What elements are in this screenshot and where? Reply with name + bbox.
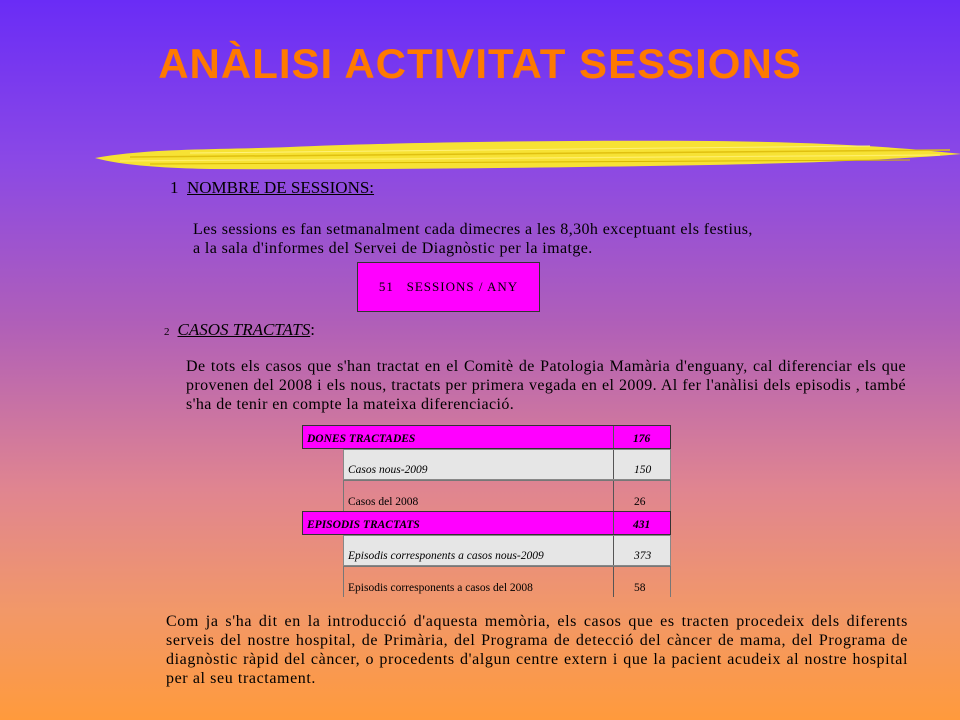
table-cell-label: Casos del 2008: [348, 496, 419, 508]
table-row: [302, 511, 671, 535]
heading-colon: :: [310, 320, 315, 339]
column-divider: [613, 567, 614, 597]
column-divider: [613, 512, 614, 534]
table-cell-label: Episodis corresponents a casos nous-2009: [348, 550, 544, 562]
table-cell-label: Episodis corresponents a casos del 2008: [348, 582, 533, 594]
section-number: 1: [170, 178, 179, 197]
table-row: [343, 480, 671, 511]
section-heading-sessions: [170, 178, 374, 198]
cases-description: De tots els casos que s'han tractat en el Comitè de Patologia Mamària d'enguany, cal diferenciar els que provenen del 2008 i els nous, tractats per primera vegada en el 2009. Al fer l'anàlisi dels episodis , també s'ha de tenir en compte la mateixa diferenciació.: [186, 358, 906, 413]
table-row: [343, 566, 671, 597]
table-cell-value: 431: [633, 519, 651, 531]
table-row: [343, 449, 671, 480]
section-heading-text: CASOS TRACTATS: [177, 320, 311, 339]
sessions-text-line2: a la sala d'informes del Servei de Diagnòstic per la imatge.: [193, 240, 593, 257]
column-divider: [613, 536, 614, 565]
table-cell-label: Casos nous-2009: [348, 464, 428, 476]
table-row: [302, 425, 671, 449]
section-number: 2: [164, 326, 170, 338]
table-cell-value: 150: [634, 464, 652, 476]
table-cell-label: EPISODIS TRACTATS: [307, 519, 420, 531]
sessions-description: [193, 220, 833, 258]
table-cell-label: DONES TRACTADES: [307, 433, 416, 445]
column-divider: [613, 450, 614, 479]
decorative-brush-stroke: [90, 138, 960, 178]
column-divider: [613, 426, 614, 448]
closing-paragraph: Com ja s'ha dit en la introducció d'aquesta memòria, els casos que es tracten procedeix dels diferents serveis del nostre hospital, de Primària, del Programa de detecció del càncer de mama, del Programa de diagnòstic ràpid del càncer, o procedents d'algun centre extern i que la pacient acudeix al nostre hospital per al seu tractament.: [166, 613, 908, 687]
sessions-per-year-box: [357, 262, 540, 312]
sessions-per-year-label: 51 SESSIONS / ANY: [378, 279, 519, 294]
column-divider: [613, 481, 614, 511]
section-heading-cases: [164, 320, 315, 340]
cases-table: [302, 425, 671, 597]
table-row: [343, 535, 671, 566]
table-cell-value: 26: [634, 496, 646, 508]
page-title: ANÀLISI ACTIVITAT SESSIONS: [158, 40, 802, 87]
table-cell-value: 373: [634, 550, 652, 562]
table-cell-value: 58: [634, 582, 646, 594]
sessions-text-line1: Les sessions es fan setmanalment cada dimecres a les 8,30h exceptuant els festius,: [193, 221, 753, 238]
section-heading-text: NOMBRE DE SESSIONS:: [187, 178, 375, 197]
table-cell-value: 176: [633, 433, 651, 445]
